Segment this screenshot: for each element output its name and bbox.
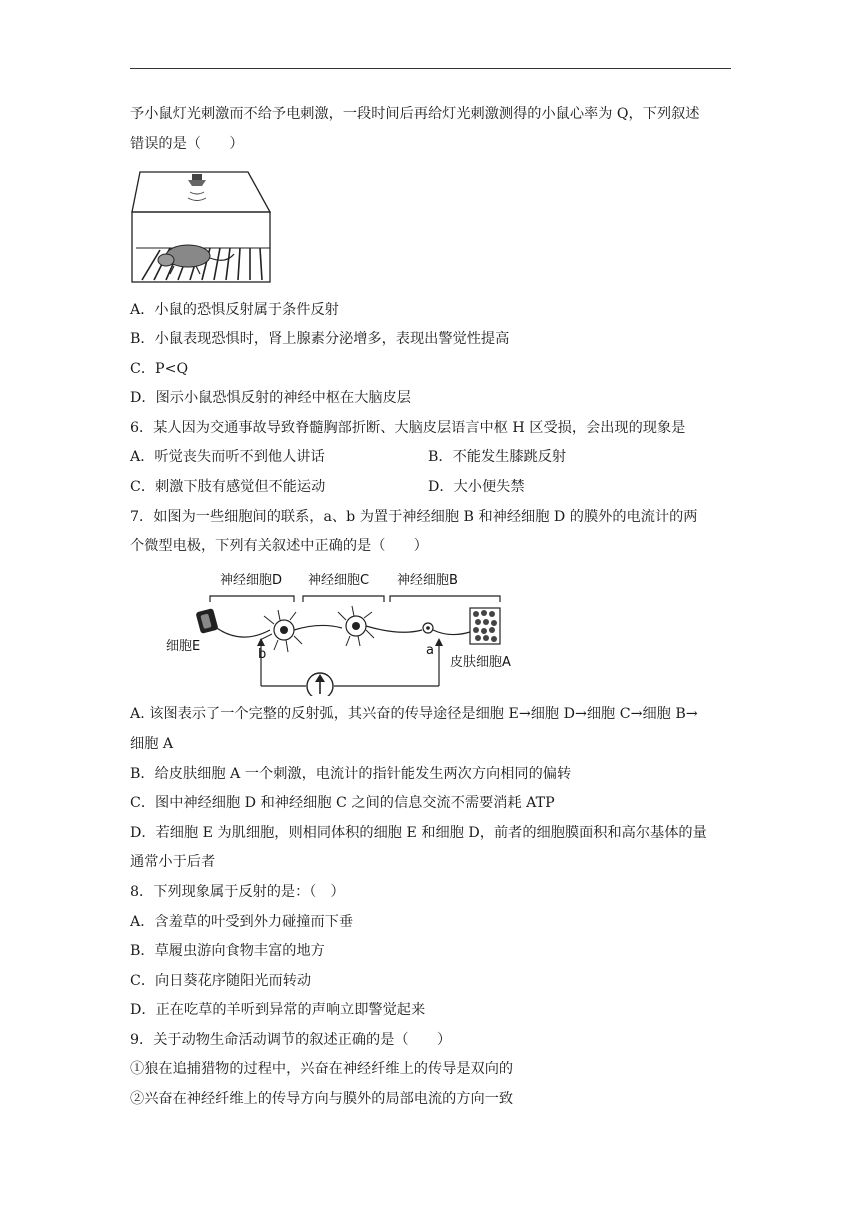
label-neuron-d: 神经细胞D: [220, 573, 283, 588]
q5-stem-line1: 予小鼠灯光刺激而不给予电刺激，一段时间后再给灯光刺激测得的小鼠心率为 Q，下列叙述: [130, 106, 700, 122]
label-neuron-c: 神经细胞C: [308, 573, 370, 588]
mouse-box-figure: [130, 168, 276, 286]
q9-item-2: ②兴奋在神经纤维上的传导方向与膜外的局部电流的方向一致: [130, 1091, 514, 1107]
label-cell-e: 细胞E: [166, 639, 201, 654]
q8-option-c: C．向日葵花序随阳光而转动: [130, 973, 312, 989]
q6-stem: 6．某人因为交通事故导致脊髓胸部折断、大脑皮层语言中枢 H 区受损，会出现的现象是: [130, 420, 686, 436]
q8-option-b: B．草履虫游向食物丰富的地方: [130, 943, 325, 959]
q5-option-c: C．P<Q: [130, 361, 189, 377]
q7-option-a-line2: 细胞 A: [130, 736, 174, 752]
q9-item-1: ①狼在追捕猎物的过程中，兴奋在神经纤维上的传导是双向的: [130, 1061, 514, 1077]
neuron-chain-figure: [160, 566, 530, 696]
q7-option-d-line2: 通常小于后者: [130, 854, 216, 870]
q7-stem-line1: 7．如图为一些细胞间的联系，a、b 为置于神经细胞 B 和神经细胞 D 的膜外的电流计的两: [130, 509, 698, 525]
q6-option-c: C．刺激下肢有感觉但不能运动: [130, 479, 326, 495]
q6-option-d: D．大小便失禁: [428, 479, 525, 495]
q9-stem: 9．关于动物生命活动调节的叙述正确的是（ ）: [130, 1032, 452, 1048]
q7-option-d-line1: D．若细胞 E 为肌细胞，则相同体积的细胞 E 和细胞 D，前者的细胞膜面积和高尔基体的量: [130, 825, 707, 841]
q7-stem-line2: 个微型电极，下列有关叙述中正确的是（ ）: [130, 538, 428, 554]
q8-stem: 8．下列现象属于反射的是：（ ）: [130, 884, 345, 900]
header-rule: [130, 68, 731, 69]
q8-option-a: A．含羞草的叶受到外力碰撞而下垂: [130, 914, 354, 930]
q7-option-c: C．图中神经细胞 D 和神经细胞 C 之间的信息交流不需要消耗 ATP: [130, 795, 555, 811]
q5-stem-line2: 错误的是（ ）: [130, 136, 244, 152]
q5-option-b: B．小鼠表现恐惧时，肾上腺素分泌增多，表现出警觉性提高: [130, 331, 510, 347]
label-neuron-b: 神经细胞B: [397, 573, 458, 588]
electrode-a-label: a: [426, 643, 434, 658]
label-skin-cell-a: 皮肤细胞A: [450, 655, 511, 670]
q7-option-a-line1: A. 该图表示了一个完整的反射弧，其兴奋的传导途径是细胞 E→细胞 D→细胞 C→细胞 B→: [130, 706, 698, 722]
q7-option-b: B．给皮肤细胞 A 一个刺激，电流计的指针能发生两次方向相同的偏转: [130, 766, 572, 782]
q6-option-a: A．听觉丧失而听不到他人讲话: [130, 449, 325, 465]
q6-option-b: B．不能发生膝跳反射: [428, 449, 567, 465]
electrode-b-label: b: [258, 647, 267, 662]
q5-option-d: D．图示小鼠恐惧反射的神经中枢在大脑皮层: [130, 390, 411, 406]
q8-option-d: D．正在吃草的羊听到异常的声响立即警觉起来: [130, 1002, 426, 1018]
q5-option-a: A．小鼠的恐惧反射属于条件反射: [130, 302, 339, 318]
